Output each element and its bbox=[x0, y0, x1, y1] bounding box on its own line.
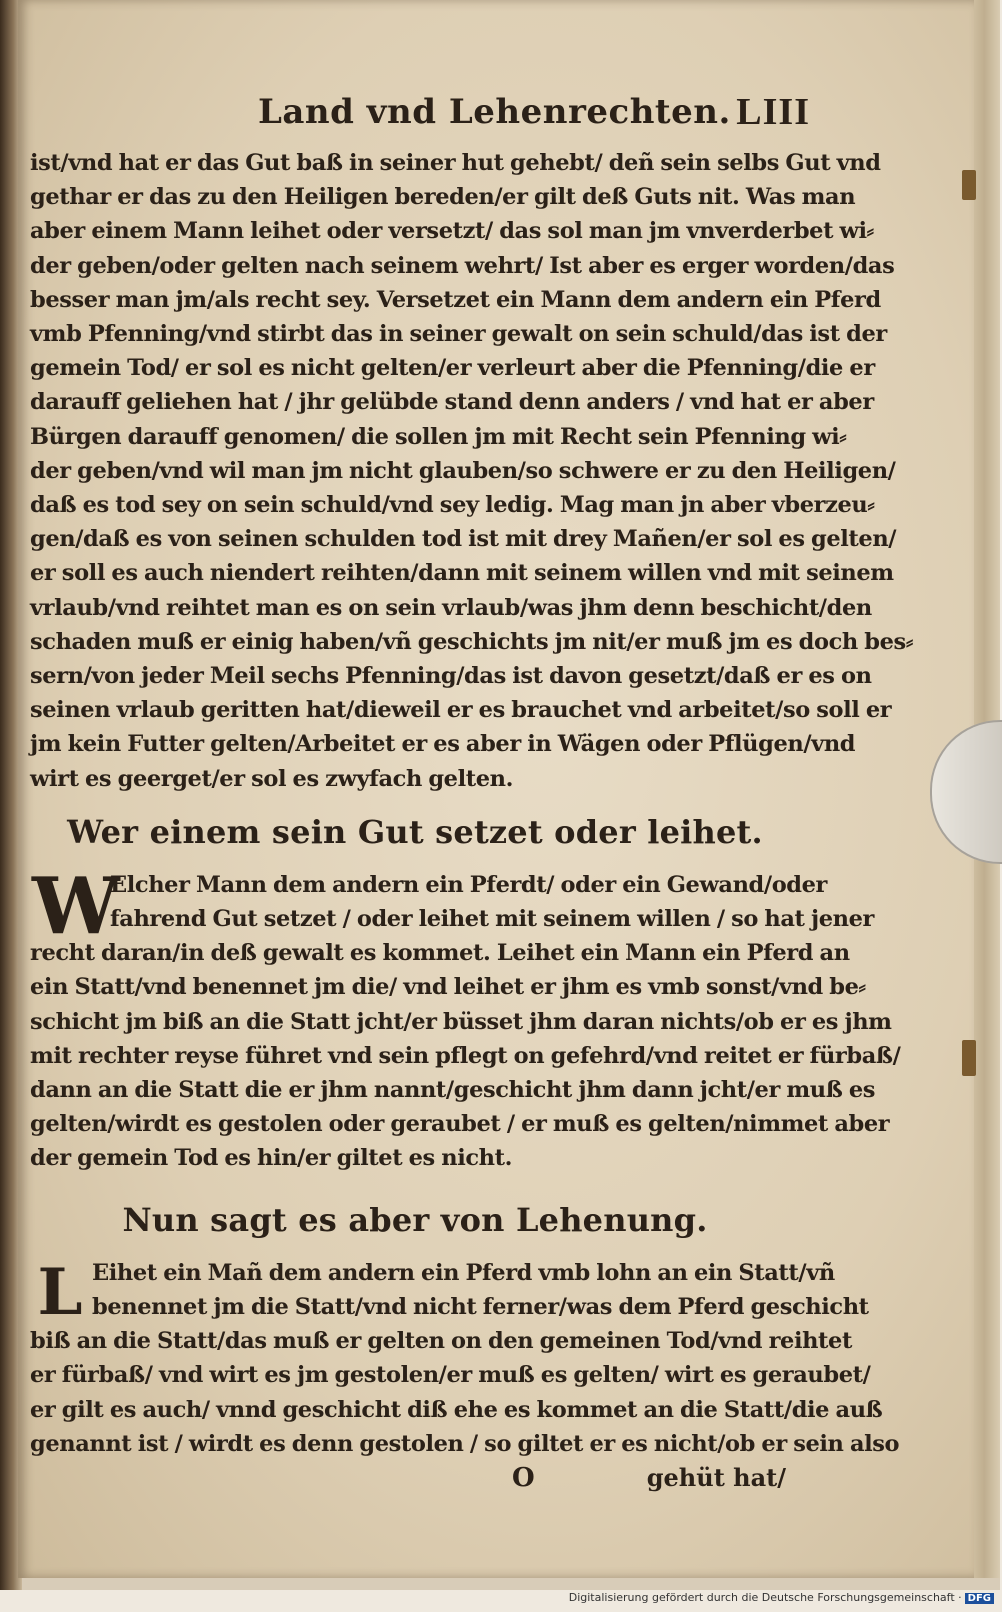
text-line: der geben/oder gelten nach seinem wehrt/ Ist aber es erger worden/das bbox=[30, 252, 895, 279]
dropcap-letter: L bbox=[37, 1254, 83, 1330]
text-line: vrlaub/vnd reihtet man es on sein vrlaub/was jhm denn beschicht/den bbox=[30, 594, 872, 621]
text-line: er fürbaß/ vnd wirt es jm gestolen/er muß es gelten/ wirt es geraubet/ bbox=[30, 1362, 871, 1389]
text-line: mit rechter reyse führet vnd sein pflegt on gefehrd/vnd reitet er fürbaß/ bbox=[30, 1042, 901, 1069]
text-line: er gilt es auch/ vnnd geschicht diß ehe es kommet an die Statt/die auß bbox=[30, 1396, 883, 1423]
page-tab-marker bbox=[962, 1040, 976, 1076]
text-line: fahrend Gut setzet / oder leihet mit seinem willen / so hat jener bbox=[110, 906, 874, 933]
text-line: gethar er das zu den Heiligen bereden/er gilt deß Guts nit. Was man bbox=[30, 184, 856, 211]
text-line: Eihet ein Mañ dem andern ein Pferd vmb lohn an ein Statt/vñ bbox=[92, 1259, 835, 1286]
text-line: schaden muß er einig haben/vñ geschichts jm nit/er muß jm es doch bes⸗ bbox=[30, 628, 913, 655]
text-line: darauff geliehen hat / jhr gelübde stand denn anders / vnd hat er aber bbox=[30, 389, 874, 416]
section-2-body bbox=[30, 860, 901, 1176]
text-line: ein Statt/vnd benennet jm die/ vnd leihet er jhm es vmb sonst/vnd be⸗ bbox=[30, 974, 866, 1001]
text-line: wirt es geerget/er sol es zwyfach gelten. bbox=[30, 765, 514, 792]
text-line: Elcher Mann dem andern ein Pferdt/ oder ein Gewand/oder bbox=[110, 871, 828, 898]
page-tab-marker bbox=[962, 170, 976, 200]
paragraph-3 bbox=[30, 1256, 900, 1461]
page-footer bbox=[30, 1463, 800, 1503]
folio-number: LIII bbox=[736, 91, 810, 133]
paragraph-2 bbox=[30, 860, 901, 1176]
signature-mark: O bbox=[512, 1462, 535, 1493]
text-line: dann an die Statt die er jhm nannt/geschicht jhm dann jcht/er muß es bbox=[30, 1077, 876, 1104]
page-content bbox=[30, 84, 913, 1503]
text-line: genannt ist / wirdt es denn gestolen / so giltet er es nicht/ob er sein also bbox=[30, 1430, 900, 1457]
text-line: der gemein Tod es hin/er giltet es nicht. bbox=[30, 1145, 513, 1172]
text-line: ist/vnd hat er das Gut baß in seiner hut gehebt/ deñ sein selbs Gut vnd bbox=[30, 150, 881, 176]
text-line: vmb Pfenning/vnd stirbt das in seiner gewalt on sein schuld/das ist der bbox=[30, 321, 887, 348]
text-line: gelten/wirdt es gestolen oder geraubet / er muß es gelten/nimmet aber bbox=[30, 1111, 890, 1138]
text-line: biß an die Statt/das muß er gelten on den gemeinen Tod/vnd reihtet bbox=[30, 1328, 852, 1355]
text-line: der geben/vnd wil man jm nicht glauben/so schwere er zu den Heiligen/ bbox=[30, 457, 896, 484]
catchword: gehüt hat/ bbox=[646, 1462, 786, 1492]
text-line: aber einem Mann leihet oder versetzt/ das sol man jm vnverderbet wi⸗ bbox=[30, 218, 874, 245]
paragraph-1 bbox=[30, 146, 913, 796]
digitization-credit bbox=[569, 1591, 994, 1604]
text-line: benennet jm die Statt/vnd nicht ferner/was dem Pferd geschicht bbox=[92, 1293, 869, 1320]
dfg-logo: DFG bbox=[965, 1593, 994, 1604]
text-line: recht daran/in deß gewalt es kommet. Leihet ein Mann ein Pferd an bbox=[30, 940, 850, 967]
text-line: jm kein Futter gelten/Arbeitet er es aber in Wägen oder Pflügen/vnd bbox=[30, 731, 856, 758]
running-head bbox=[30, 84, 810, 146]
text-line: gen/daß es von seinen schulden tod ist mit drey Mañen/er sol es gelten/ bbox=[30, 526, 897, 553]
text-line: gemein Tod/ er sol es nicht gelten/er verleurt aber die Pfenning/die er bbox=[30, 355, 875, 382]
text-line: Bürgen darauff genomen/ die sollen jm mit Recht sein Pfenning wi⸗ bbox=[30, 423, 847, 450]
text-line: seinen vrlaub geritten hat/dieweil er es brauchet vnd arbeitet/so soll er bbox=[30, 697, 892, 724]
text-line: sern/von jeder Meil sechs Pfenning/das ist davon gesetzt/daß er es on bbox=[30, 663, 872, 690]
text-line: daß es tod sey on sein schuld/vnd sey ledig. Mag man jn aber vberzeu⸗ bbox=[30, 492, 875, 519]
dropcap-letter: W bbox=[32, 860, 120, 952]
section-heading-lehenung: Nun sagt es aber von Lehenung. bbox=[122, 1200, 708, 1239]
text-line: er soll es auch niendert reihten/dann mit seinem willen vnd mit seinem bbox=[30, 560, 894, 587]
credit-text: Digitalisierung gefördert durch die Deutsche Forschungsgemeinschaft · bbox=[568, 1591, 962, 1604]
text-line: schicht jm biß an die Statt jcht/er büsset jhm daran nichts/ob er es jhm bbox=[30, 1008, 892, 1035]
section-heading-setzet: Wer einem sein Gut setzet oder leihet. bbox=[67, 812, 763, 851]
running-title: Land vnd Lehenrechten. bbox=[258, 92, 731, 132]
section-3-body bbox=[30, 1254, 900, 1461]
text-line: besser man jm/als recht sey. Versetzet ein Mann dem andern ein Pferd bbox=[30, 286, 881, 313]
